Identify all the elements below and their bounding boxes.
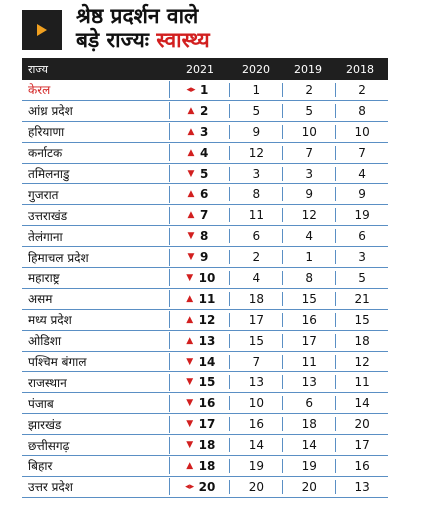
table-row — [22, 414, 388, 435]
rank-2019: 10 — [283, 125, 336, 139]
rank-2019: 7 — [283, 146, 336, 160]
rank-2020: 9 — [230, 125, 283, 139]
rank-2019: 8 — [283, 271, 336, 285]
rank-2021 — [170, 187, 231, 201]
title-line-1: श्रेष्ठ प्रदर्शन वाले — [76, 4, 199, 28]
play-icon — [37, 24, 47, 36]
rank-value: 13 — [198, 333, 216, 348]
rank-value: 8 — [200, 229, 209, 244]
rank-2020: 10 — [230, 396, 283, 410]
rank-2018: 6 — [358, 229, 366, 244]
rank-2019: 19 — [283, 459, 336, 473]
table-row — [22, 477, 388, 498]
rank-2021 — [170, 125, 231, 139]
rank-2020: 20 — [230, 480, 283, 494]
rank-2018: 16 — [354, 458, 370, 473]
state-name: हिमाचल प्रदेश — [22, 249, 170, 266]
table-row — [22, 122, 388, 143]
state-name: असम — [22, 290, 170, 307]
rank-2019: 3 — [283, 167, 336, 181]
rank-2019: 18 — [283, 417, 336, 431]
double-arrow-icon: ◂▸ — [186, 84, 196, 95]
header — [22, 4, 412, 54]
header-2020: 2020 — [242, 62, 270, 76]
rank-2018: 12 — [354, 354, 370, 369]
rank-2019: 6 — [283, 396, 336, 410]
header-state: राज्य — [28, 62, 49, 76]
rank-2020: 6 — [230, 229, 283, 243]
state-name: मध्य प्रदेश — [22, 311, 170, 328]
rank-2021 — [170, 334, 231, 348]
triangle-up-icon: ▲ — [186, 335, 194, 346]
rank-2018: 4 — [358, 166, 366, 181]
triangle-down-icon: ▼ — [187, 231, 195, 242]
table-row — [22, 247, 388, 268]
rank-value: 20 — [198, 479, 216, 494]
state-name: ओडिशा — [22, 332, 170, 349]
table-row — [22, 143, 388, 164]
rank-2021 — [170, 146, 231, 160]
rank-2021 — [170, 313, 231, 327]
rank-value: 18 — [198, 458, 216, 473]
rank-2019: 5 — [283, 104, 336, 118]
triangle-down-icon: ▼ — [187, 168, 195, 179]
rank-value: 12 — [198, 312, 216, 327]
state-name: गुजरात — [22, 186, 170, 203]
rank-2018: 21 — [354, 291, 370, 306]
rank-2021 — [170, 480, 231, 494]
rank-value: 9 — [200, 250, 209, 265]
rank-2021 — [170, 229, 231, 243]
title-highlight: स्वास्थ्य — [156, 28, 210, 52]
state-name: कर्नाटक — [22, 144, 170, 161]
state-name: तेलंगाना — [22, 228, 170, 245]
rank-value: 2 — [200, 103, 209, 118]
table-row — [22, 205, 388, 226]
rank-2021 — [170, 104, 231, 118]
rank-2021 — [170, 355, 231, 369]
triangle-down-icon: ▼ — [187, 252, 195, 263]
rank-2021 — [170, 208, 231, 222]
rank-2019: 17 — [283, 334, 336, 348]
rank-2018: 17 — [354, 438, 370, 453]
state-name: हरियाणा — [22, 123, 170, 140]
table-row — [22, 456, 388, 477]
rank-2020: 19 — [230, 459, 283, 473]
table-row — [22, 184, 388, 205]
rank-2018: 3 — [358, 250, 366, 265]
state-name: पंजाब — [22, 395, 170, 412]
double-arrow-icon: ◂▸ — [185, 481, 195, 492]
rank-2018: 10 — [354, 124, 370, 139]
rank-2018: 14 — [354, 396, 370, 411]
ranking-table — [22, 58, 388, 498]
page-title — [76, 4, 210, 52]
rank-value: 11 — [198, 291, 216, 306]
rank-2021 — [170, 167, 231, 181]
table-row — [22, 331, 388, 352]
rank-2018: 9 — [358, 187, 366, 202]
rank-2020: 3 — [230, 167, 283, 181]
table-row — [22, 352, 388, 373]
rank-2020: 8 — [230, 187, 283, 201]
state-name: उत्तर प्रदेश — [22, 478, 170, 495]
rank-2018: 15 — [354, 312, 370, 327]
table-row — [22, 289, 388, 310]
title-line-2 — [76, 28, 210, 52]
rank-2018: 20 — [354, 417, 370, 432]
title-prefix: बड़े राज्यः — [76, 28, 149, 52]
rank-2020: 16 — [230, 417, 283, 431]
rank-2019: 16 — [283, 313, 336, 327]
rank-value: 16 — [198, 396, 216, 411]
rank-2020: 2 — [230, 250, 283, 264]
header-2018: 2018 — [346, 62, 374, 76]
rank-value: 1 — [200, 82, 209, 97]
rank-2018: 8 — [358, 103, 366, 118]
table-row — [22, 268, 388, 289]
state-name: महाराष्ट्र — [22, 269, 170, 286]
header-2019: 2019 — [294, 62, 322, 76]
rank-2018: 11 — [354, 375, 370, 390]
triangle-up-icon: ▲ — [186, 293, 194, 304]
triangle-up-icon: ▲ — [186, 460, 194, 471]
rank-2019: 4 — [283, 229, 336, 243]
state-name: आंध्र प्रदेश — [22, 102, 170, 119]
rank-2021 — [170, 438, 231, 452]
state-name: उत्तराखंड — [22, 207, 170, 224]
triangle-up-icon: ▲ — [187, 210, 195, 221]
state-name: राजस्थान — [22, 374, 170, 391]
rank-2019: 13 — [283, 375, 336, 389]
rank-2020: 14 — [230, 438, 283, 452]
triangle-up-icon: ▲ — [187, 147, 195, 158]
rank-2019: 12 — [283, 208, 336, 222]
rank-2018: 5 — [358, 270, 366, 285]
rank-2018: 19 — [354, 208, 370, 223]
triangle-up-icon: ▲ — [186, 314, 194, 325]
rank-2020: 17 — [230, 313, 283, 327]
rank-value: 7 — [200, 208, 209, 223]
rank-2020: 7 — [230, 355, 283, 369]
table-header — [22, 58, 388, 80]
triangle-down-icon: ▼ — [186, 356, 194, 367]
rank-value: 10 — [198, 270, 216, 285]
state-name: बिहार — [22, 457, 170, 474]
rank-2019: 11 — [283, 355, 336, 369]
rank-value: 17 — [198, 417, 216, 432]
triangle-down-icon: ▼ — [186, 272, 194, 283]
header-2021: 2021 — [186, 62, 214, 76]
table-row — [22, 393, 388, 414]
rank-2019: 20 — [283, 480, 336, 494]
rank-2018: 2 — [358, 82, 366, 97]
rank-2020: 5 — [230, 104, 283, 118]
rank-2019: 14 — [283, 438, 336, 452]
state-name: तमिलनाडु — [22, 165, 170, 182]
rank-value: 18 — [198, 438, 216, 453]
triangle-down-icon: ▼ — [186, 440, 194, 451]
rank-2021 — [170, 250, 231, 264]
rank-value: 5 — [200, 166, 209, 181]
triangle-up-icon: ▲ — [187, 189, 195, 200]
play-badge — [22, 10, 62, 50]
rank-2020: 18 — [230, 292, 283, 306]
rank-2020: 1 — [230, 83, 283, 97]
rank-2021 — [170, 396, 231, 410]
triangle-up-icon: ▲ — [187, 126, 195, 137]
table-row — [22, 372, 388, 393]
triangle-down-icon: ▼ — [186, 377, 194, 388]
rank-2020: 12 — [230, 146, 283, 160]
rank-2018: 18 — [354, 333, 370, 348]
rank-2020: 11 — [230, 208, 283, 222]
rank-2021 — [170, 459, 231, 473]
table-row — [22, 164, 388, 185]
rank-2020: 13 — [230, 375, 283, 389]
state-name: छत्तीसगढ़ — [22, 437, 170, 454]
table-row — [22, 80, 388, 101]
state-name: पश्चिम बंगाल — [22, 353, 170, 370]
rank-2021 — [170, 83, 231, 97]
rank-2018: 7 — [358, 145, 366, 160]
state-name: झारखंड — [22, 416, 170, 433]
rank-2021 — [170, 375, 231, 389]
rank-2020: 4 — [230, 271, 283, 285]
rank-2021 — [170, 292, 231, 306]
rank-value: 6 — [200, 187, 209, 202]
state-name: केरल — [22, 81, 170, 98]
rank-value: 3 — [200, 124, 209, 139]
triangle-down-icon: ▼ — [186, 398, 194, 409]
rank-2018: 13 — [354, 479, 370, 494]
rank-value: 4 — [200, 145, 209, 160]
rank-2021 — [170, 271, 231, 285]
rank-2019: 9 — [283, 187, 336, 201]
triangle-up-icon: ▲ — [187, 105, 195, 116]
table-body — [22, 80, 388, 498]
table-row — [22, 435, 388, 456]
rank-2021 — [170, 417, 231, 431]
table-row — [22, 226, 388, 247]
rank-2019: 2 — [283, 83, 336, 97]
rank-2020: 15 — [230, 334, 283, 348]
rank-value: 14 — [198, 354, 216, 369]
table-row — [22, 310, 388, 331]
triangle-down-icon: ▼ — [186, 419, 194, 430]
rank-2019: 1 — [283, 250, 336, 264]
rank-2019: 15 — [283, 292, 336, 306]
table-row — [22, 101, 388, 122]
rank-value: 15 — [198, 375, 216, 390]
